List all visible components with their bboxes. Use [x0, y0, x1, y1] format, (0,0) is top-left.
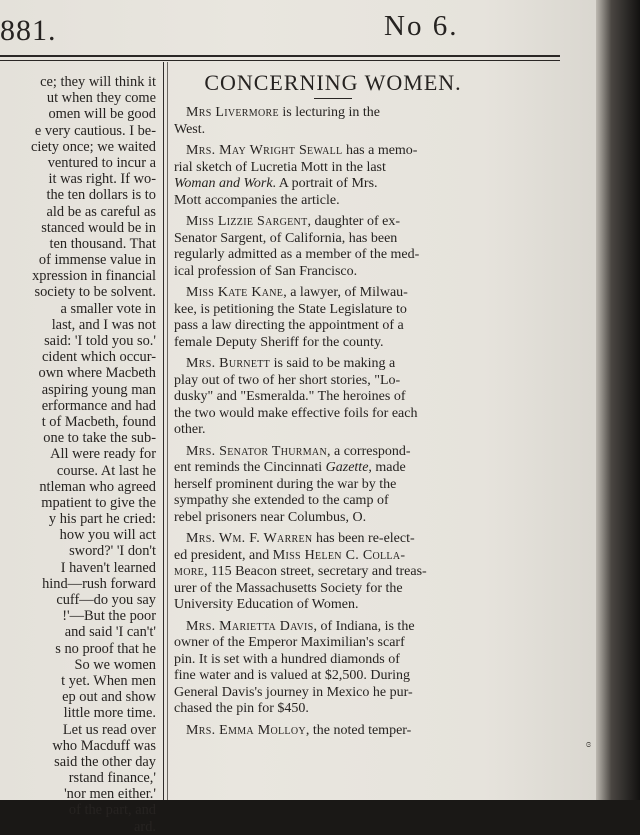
paragraph-line — [174, 652, 492, 669]
text-run: chased the pin for $450. — [174, 701, 309, 716]
left-column-text — [0, 74, 156, 835]
paragraph-line — [174, 356, 492, 373]
article-paragraph — [174, 723, 492, 740]
paragraph-line — [174, 548, 492, 565]
article-paragraph — [174, 619, 492, 718]
left-column-line: who Macduff was — [52, 737, 156, 754]
left-column-line: said: 'I told you so.' — [44, 333, 156, 349]
left-column-line: mpatient to give the — [41, 494, 156, 511]
left-column-line: course. At last he — [56, 462, 156, 479]
article-paragraph — [174, 444, 492, 527]
left-column-line: I haven't learned — [60, 559, 156, 576]
paragraph-line — [174, 176, 492, 193]
left-column-line: it was right. If wo- — [48, 171, 156, 188]
text-run: ent reminds the Cincinnati — [174, 460, 326, 475]
margin-mark: ɞ — [586, 738, 591, 750]
paragraph-line — [174, 564, 492, 581]
text-run: General Davis's journey in Mexico he pur- — [174, 684, 413, 700]
masthead-rule — [0, 55, 560, 57]
text-run: pin. It is set with a hundred diamonds of — [174, 651, 400, 667]
text-run: West. — [174, 121, 206, 137]
article-concerning-women — [174, 70, 492, 744]
left-column-line: All were ready for — [50, 446, 156, 463]
text-run: kee, is petitioning the State Legislature to — [174, 301, 407, 317]
text-run: is said to be making a — [270, 356, 396, 371]
text-run: rial sketch of Lucretia Mott in the last — [174, 159, 386, 175]
person-name: Miss Helen C. Colla- — [272, 547, 406, 563]
left-column-line: and said 'I can't' — [64, 624, 156, 641]
paragraph-line — [174, 105, 492, 122]
left-column-line: ut when they come — [46, 90, 156, 107]
text-run: the two would make effective foils for each — [174, 405, 418, 421]
left-column-line: 'nor men either.' — [64, 786, 156, 803]
text-run: fine water and is valued at $2,500. During — [174, 668, 410, 683]
person-name: Mrs. Wm. F. Warren — [186, 531, 313, 546]
left-column-line: the ten dollars is to — [46, 187, 156, 204]
paragraph-line — [174, 510, 492, 527]
left-column-line: one to take the sub- — [43, 430, 156, 447]
paragraph-line — [174, 685, 492, 702]
left-column-line: ntleman who agreed — [39, 478, 156, 495]
paragraph-line — [174, 285, 492, 302]
paragraph-line — [174, 581, 492, 598]
text-run: Senator Sargent, of California, has been — [174, 230, 398, 246]
paragraph-line — [174, 531, 492, 548]
text-run: rebel prisoners near Columbus, O. — [174, 509, 367, 525]
left-column-line: t of Macbeth, found — [41, 413, 156, 430]
left-column-line: said the other day — [54, 753, 156, 770]
person-name: Miss Lizzie Sargent — [186, 214, 308, 229]
text-run: sympathy she extended to the camp of — [174, 493, 389, 508]
paragraph-line — [174, 160, 492, 177]
text-run: regularly admitted as a member of the med- — [174, 247, 420, 262]
text-run: , a correspond- — [326, 443, 411, 459]
paragraph-line — [174, 701, 492, 718]
left-column-line: society to be solvent. — [34, 284, 156, 301]
left-column-line: So we women — [74, 656, 156, 673]
text-run: , daughter of ex- — [307, 214, 401, 229]
text-run: ed president, and — [174, 547, 273, 563]
text-run: , a lawyer, of Milwau- — [283, 285, 408, 300]
text-run: has a memo- — [342, 143, 418, 158]
article-paragraph — [174, 143, 492, 209]
person-name: Mrs. May Wright Sewall — [186, 143, 343, 158]
text-run: play out of two of her short stories, "Lo- — [174, 372, 401, 388]
page-edge-shadow — [596, 0, 640, 800]
paragraph-line — [174, 264, 492, 281]
left-column-line: ten thousand. That — [49, 235, 156, 252]
paragraph-line — [174, 477, 492, 494]
article-heading: CONCERNING WOMEN. — [204, 70, 462, 95]
article-paragraph — [174, 214, 492, 280]
left-column-line: ciety once; we waited — [30, 138, 156, 155]
left-column-line: rstand finance,' — [68, 770, 156, 787]
column-divider-thin — [167, 62, 168, 800]
left-column-line: how you will act — [59, 527, 156, 544]
paragraph-line — [174, 335, 492, 352]
left-column-line: ce; they will think it — [40, 74, 156, 90]
text-run: , the noted temper- — [305, 722, 412, 738]
paragraph-line — [174, 318, 492, 335]
paragraph-line — [174, 444, 492, 461]
left-column-line: little more time. — [63, 705, 156, 722]
person-name: Mrs. Emma Molloy — [186, 722, 306, 738]
article-paragraph — [174, 285, 492, 351]
paragraph-line — [174, 214, 492, 231]
left-column-line: ald be as careful as — [46, 203, 156, 220]
paragraph-line — [174, 723, 492, 740]
article-paragraph — [174, 356, 492, 439]
left-column-line: cuff—do you say — [56, 592, 156, 608]
left-column-line: s no proof that he — [55, 640, 156, 657]
paragraph-line — [174, 231, 492, 248]
text-run: , 115 Beacon street, secretary and treas- — [204, 564, 427, 579]
text-run: is lecturing in the — [278, 105, 380, 120]
masthead-year: 881. — [0, 14, 57, 47]
left-column-line: aspiring young man — [41, 381, 156, 398]
left-column-line: t yet. When men — [61, 672, 156, 689]
publication-title: Gazette — [325, 460, 369, 475]
text-run: urer of the Massachusetts Society for the — [174, 580, 403, 596]
left-column-line: !'—But the poor — [62, 608, 156, 625]
article-paragraph — [174, 531, 492, 614]
paragraph-line — [174, 597, 492, 614]
paragraph-line — [174, 247, 492, 264]
left-column-line: of immense value in — [38, 252, 156, 269]
paragraph-line — [174, 389, 492, 406]
issue-number: No 6. — [384, 10, 459, 42]
left-column-line: ard. — [134, 818, 156, 835]
left-column-line: erformance and had — [41, 397, 156, 414]
paragraph-line — [174, 668, 492, 685]
paragraph-line — [174, 635, 492, 652]
paragraph-line — [174, 406, 492, 423]
left-column-line: stanced would be in — [41, 219, 156, 236]
article-body — [174, 105, 492, 739]
person-name: Mrs. Senator Thurman — [186, 443, 327, 459]
text-run: has been re-elect- — [312, 531, 415, 546]
text-run: dusky" and "Esmeralda." The heroines of — [174, 389, 406, 404]
person-name: Mrs. Marietta Davis — [186, 618, 314, 634]
text-run: ical profession of San Francisco. — [174, 263, 358, 279]
paragraph-line — [174, 619, 492, 636]
left-column-line: cident which occur- — [42, 349, 156, 366]
text-run: Mott accompanies the article. — [174, 192, 340, 208]
person-name: more — [174, 564, 205, 579]
left-column-line: sword?' 'I don't — [69, 543, 156, 560]
left-column-line: hind—rush forward — [42, 575, 156, 592]
left-column-line: xpression in financial — [32, 268, 156, 285]
paragraph-line — [174, 373, 492, 390]
paragraph-line — [174, 493, 492, 510]
text-run: female Deputy Sheriff for the county. — [174, 334, 384, 350]
paragraph-line — [174, 122, 492, 139]
masthead-rule-thin — [0, 60, 560, 61]
left-column-line: a smaller vote in — [60, 300, 156, 317]
person-name: Mrs Livermore — [186, 105, 279, 120]
text-run: other. — [174, 422, 206, 437]
text-run: , made — [368, 460, 406, 475]
paragraph-line — [174, 193, 492, 210]
left-column-line: e very cautious. I be- — [34, 122, 156, 139]
article-paragraph — [174, 105, 492, 138]
left-column-line: own where Macbeth — [38, 365, 156, 382]
left-column-line: ep out and show — [62, 689, 156, 706]
left-column-line: ventured to incur a — [47, 154, 156, 171]
text-run: herself prominent during the war by the — [174, 476, 397, 492]
paragraph-line — [174, 422, 492, 439]
paragraph-line — [174, 460, 492, 477]
person-name: Mrs. Burnett — [186, 356, 271, 371]
text-run: pass a law directing the appointment of a — [174, 318, 404, 333]
left-column-line: Let us read over — [62, 721, 156, 738]
left-column-line: last, and I was not — [51, 316, 156, 333]
text-run: . A portrait of Mrs. — [272, 176, 378, 191]
paragraph-line — [174, 143, 492, 160]
text-run: owner of the Emperor Maximilian's scarf — [174, 635, 405, 650]
heading-rule — [314, 98, 352, 99]
paragraph-line — [174, 302, 492, 319]
text-run: , of Indiana, is the — [313, 618, 415, 634]
left-column-line: of the part, and — [68, 802, 156, 819]
text-run: University Education of Women. — [174, 597, 359, 612]
column-divider — [163, 62, 164, 800]
publication-title: Woman and Work — [174, 176, 273, 191]
left-column-line: omen will be good — [48, 106, 156, 123]
person-name: Miss Kate Kane — [186, 285, 284, 300]
left-column-line: y his part he cried: — [48, 511, 156, 528]
